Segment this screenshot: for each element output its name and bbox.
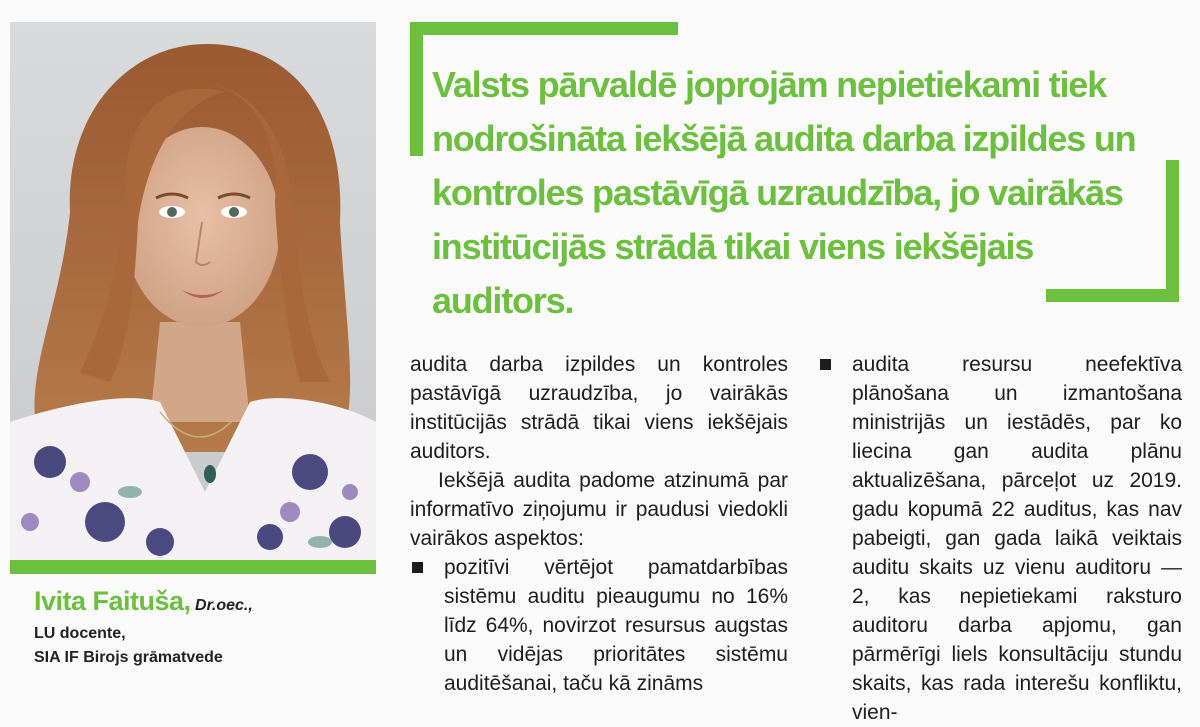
text-column-1 xyxy=(410,350,788,698)
bullet-text: pozitīvi vērtējot pamatdarbības sistēmu auditu pieaugumu no 16% līdz 64%, novirzot resursus augstas un vidējas prioritātes sistēmu auditēšanai, taču kā zināms xyxy=(444,556,788,695)
text-column-2 xyxy=(818,350,1182,727)
author-degree: Dr.oec., xyxy=(195,597,253,614)
bullet-list-item xyxy=(818,350,1182,727)
paragraph: audita darba izpildes un kontroles pastāvīgā uzraudzība, jo vairākās institūcijās strādā tikai viens iekšējais auditors. xyxy=(410,353,788,463)
pull-quote: Valsts pārvaldē joprojām nepietiekami tiek nodrošināta iekšējā audita darba izpildes un kontroles pastāvīgā uzraudzība, jo vairākās institūcijās strādā tikai viens iekšējais auditors. xyxy=(432,64,1136,321)
author-name: Ivita Faituša, xyxy=(34,586,191,616)
quote-frame-left xyxy=(410,22,423,156)
square-bullet-icon xyxy=(412,562,423,573)
author-line xyxy=(34,585,394,622)
bullet-list-item xyxy=(410,553,788,698)
quote-frame-right xyxy=(1166,160,1179,302)
author-caption xyxy=(34,585,394,670)
author-role-2: SIA IF Birojs grāmatvede xyxy=(34,649,223,666)
author-role-1: LU docente, xyxy=(34,625,126,642)
paragraph: Iekšējā audita padome atzinumā par informatīvo ziņojumu ir paudusi viedokli vairākos aspektos: xyxy=(410,469,788,550)
caption-rule xyxy=(10,560,376,574)
author-portrait xyxy=(10,22,376,560)
square-bullet-icon xyxy=(820,359,831,370)
bullet-text: audita resursu neefektīva plānošana un izmantošana ministrijās un iestādēs, par ko liecina gan audita plānu aktualizēšana, pārceļot uz 2019. gadu kopumā 22 auditus, kas nav pabeigti, gan gada laikā veiktais auditu skaits uz vienu auditoru — 2, kas nepietiekami raksturo auditoru darba apjomu, gan pārmērīgi liels konsultāciju stundu skaits, kas rada interešu konfliktu, vien- xyxy=(852,353,1182,724)
portrait-illustration xyxy=(10,22,376,560)
quote-frame-top xyxy=(410,22,678,35)
